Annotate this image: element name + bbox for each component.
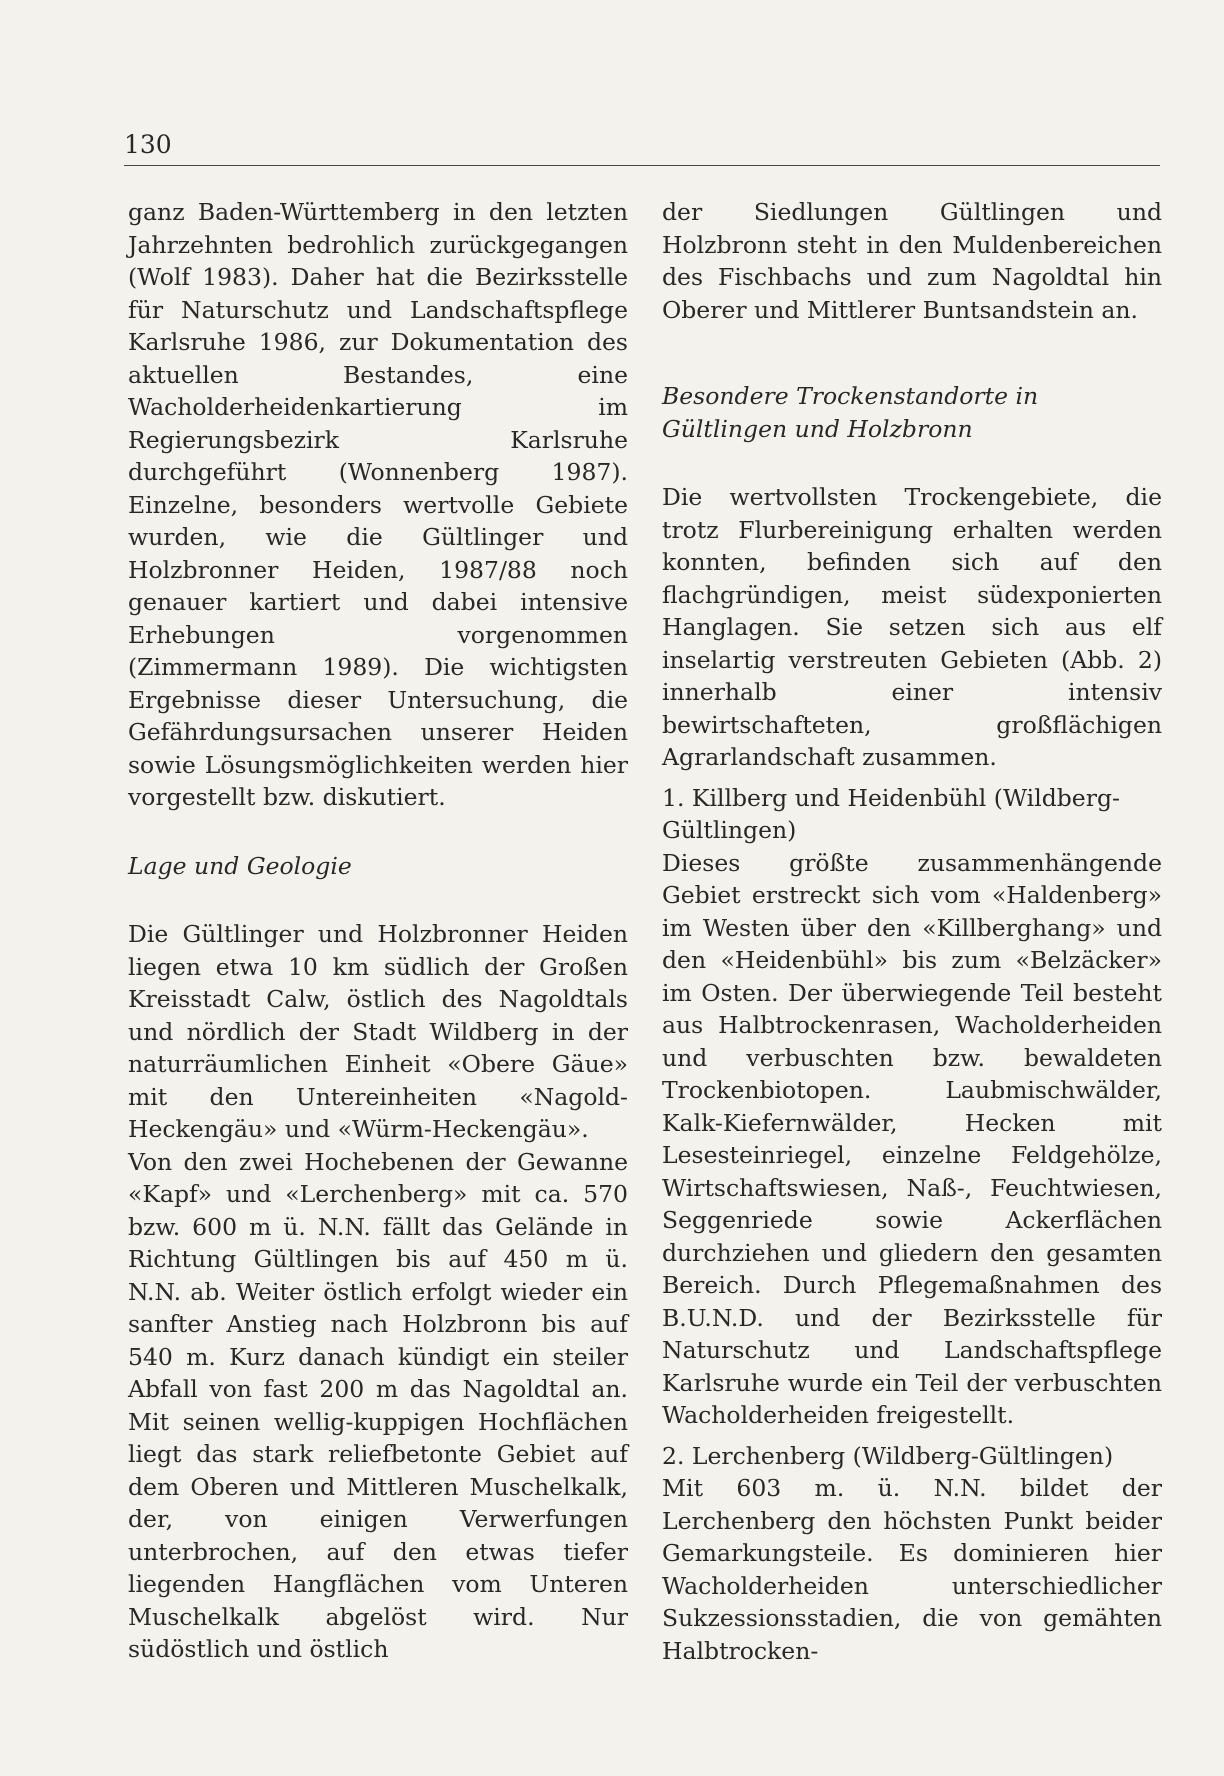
section-heading-lage-geologie: Lage und Geologie	[128, 851, 352, 880]
paragraph-geologie: Von den zwei Hochebenen der Gewanne «Kapf» und «Lerchenberg» mit ca. 570 bzw. 600 m ü. N.N. fällt das Gelände in Richtung Gültlingen bis auf 450 m ü. N.N. ab. Weiter östlich erfolgt wieder ein sanfter Anstieg nach Holzbronn bis auf 540 m. Kurz danach kündigt ein steiler Abfall von fast 200 m das Nagoldtal an. Mit seinen wellig-kuppigen Hochflächen liegt das stark reliefbetonte Gebiet auf dem Oberen und Mittleren Muschelkalk, der, von einigen Verwerfungen unterbrochen, auf den etwas tiefer liegenden Hangflächen vom Unteren Muschelkalk abgelöst wird. Nur südöstlich und östlich	[128, 1147, 628, 1663]
item-title-lerchenberg: 2. Lerchenberg (Wildberg-Gültlingen)	[662, 1441, 1114, 1470]
page-number: 130	[124, 130, 172, 159]
item-body-lerchenberg: Mit 603 m. ü. N.N. bildet der Lerchenberg den höchsten Punkt beider Gemarkungsteile. Es dominieren hier Wacholderheiden unterschiedlicher Sukzessionsstadien, die von gemähten Halbtrocken-	[662, 1474, 1162, 1665]
header-rule	[124, 165, 1160, 166]
right-column	[662, 196, 1162, 1667]
paragraph-geologie-continued: der Siedlungen Gültlingen und Holzbronn steht in den Muldenbereichen des Fischbachs und zum Nagoldtal hin Oberer und Mittlerer Buntsandstein an.	[662, 198, 1162, 324]
item-body-killberg: Dieses größte zusammenhängende Gebiet erstreckt sich vom «Haldenberg» im Westen über den «Killberghang» und den «Heidenbühl» bis zum «Belzäcker» im Osten. Der überwiegende Teil besteht aus Halbtrockenrasen, Wacholderheiden und verbuschten bzw. bewaldeten Trockenbiotopen. Laubmischwälder, Kalk-Kiefernwälder, Hecken mit Lesesteinriegel, einzelne Feldgehölze, Wirtschaftswiesen, Naß-, Feuchtwiesen, Seggenriede sowie Ackerflächen durchziehen und gliedern den gesamten Bereich. Durch Pflegemaßnahmen des B.U.N.D. und der Bezirksstelle für Naturschutz und Landschaftspflege Karlsruhe wurde ein Teil der verbuschten Wacholderheiden freigestellt.	[662, 848, 1162, 1429]
paragraph-trockengebiete: Die wertvollsten Trockengebiete, die trotz Flurbereinigung erhalten werden konnten, befinden sich auf den flachgründigen, meist südexponierten Hanglagen. Sie setzen sich aus elf inselartig verstreuten Gebieten (Abb. 2) innerhalb einer intensiv bewirtschafteten, großflächigen Agrarlandschaft zusammen.	[662, 483, 1162, 771]
item-title-killberg: 1. Killberg und Heidenbühl (Wildberg-Gültlingen)	[662, 783, 1120, 844]
paragraph-lage: Die Gültlinger und Holzbronner Heiden liegen etwa 10 km südlich der Großen Kreisstadt Calw, östlich des Nagoldtals und nördlich der Stadt Wildberg in der naturräumlichen Einheit «Obere Gäue» mit den Untereinheiten «Nagold-Heckengäu» und «Würm-Heckengäu».	[128, 920, 628, 1143]
section-heading-trockenstandorte: Besondere Trockenstandorte in Gültlingen und Holzbronn	[662, 382, 1039, 443]
paragraph-intro-continued: ganz Baden-Württemberg in den letzten Jahrzehnten bedrohlich zurückgegangen (Wolf 1983). Daher hat die Bezirksstelle für Naturschutz und Landschaftspflege Karlsruhe 1986, zur Dokumentation des aktuellen Bestandes, eine Wacholderheidenkartierung im Regierungsbezirk Karlsruhe durchgeführt (Wonnenberg 1987). Einzelne, besonders wertvolle Gebiete wurden, wie die Gültlinger und Holzbronner Heiden, 1987/88 noch genauer kartiert und dabei intensive Erhebungen vorgenommen (Zimmermann 1989). Die wichtigsten Ergebnisse dieser Untersuchung, die Gefährdungsursachen unserer Heiden sowie Lösungsmöglichkeiten werden hier vorgestellt bzw. diskutiert.	[128, 198, 628, 811]
left-column	[128, 196, 628, 1666]
